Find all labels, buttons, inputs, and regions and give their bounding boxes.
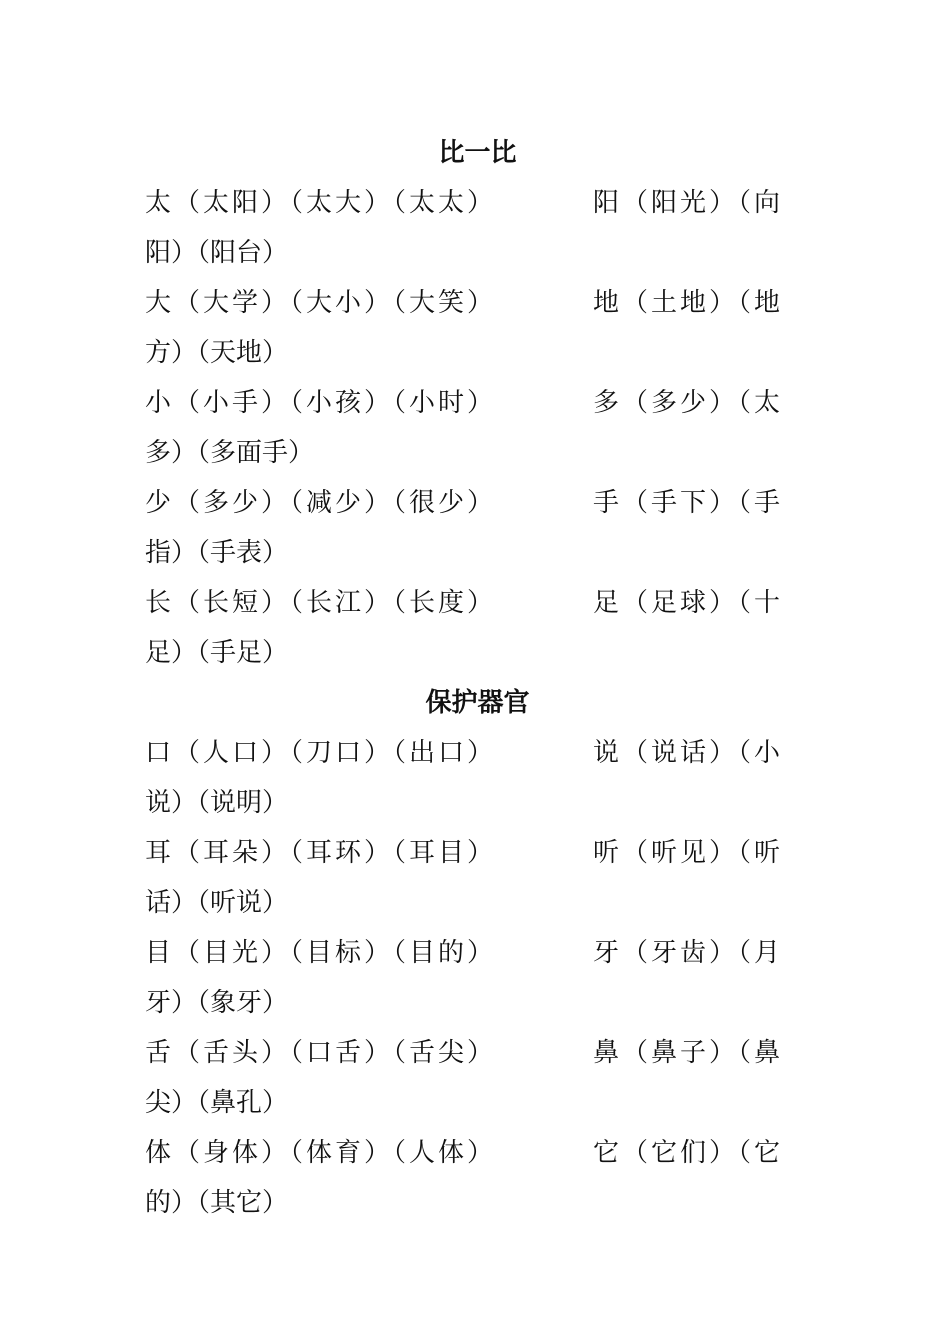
right-word-group: 多（多少）（太 bbox=[593, 388, 784, 418]
right-word-group: 牙（牙齿）（月 bbox=[593, 938, 784, 968]
word-entry bbox=[145, 178, 810, 278]
word-entry bbox=[145, 1028, 810, 1128]
section-title: 保护器官 bbox=[425, 688, 530, 718]
entry-line bbox=[145, 578, 810, 628]
word-entry bbox=[145, 828, 810, 928]
left-word-group: 大（大学）（大小）（大笑） bbox=[145, 288, 497, 318]
entry-line bbox=[145, 378, 810, 428]
word-entry bbox=[145, 278, 810, 378]
worksheet-content bbox=[145, 128, 810, 1228]
entry-line bbox=[145, 928, 810, 978]
left-word-group: 长（长短）（长江）（长度） bbox=[145, 588, 497, 618]
right-word-group: 足（足球）（十 bbox=[593, 588, 784, 618]
left-word-group: 舌（舌头）（口舌）（舌尖） bbox=[145, 1038, 497, 1068]
entry-line bbox=[145, 478, 810, 528]
entry-continuation: 指）（手表） bbox=[145, 538, 289, 568]
word-entry bbox=[145, 578, 810, 678]
word-entry bbox=[145, 1128, 810, 1228]
word-entry bbox=[145, 378, 810, 478]
right-word-group: 鼻（鼻子）（鼻 bbox=[593, 1038, 784, 1068]
right-word-group: 地（土地）（地 bbox=[593, 288, 784, 318]
word-entry bbox=[145, 928, 810, 1028]
right-word-group: 它（它们）（它 bbox=[593, 1138, 784, 1168]
left-word-group: 少（多少）（减少）（很少） bbox=[145, 488, 497, 518]
entry-line bbox=[145, 828, 810, 878]
left-word-group: 口（人口）（刀口）（出口） bbox=[145, 738, 497, 768]
entry-line bbox=[145, 1028, 810, 1078]
left-word-group: 太（太阳）（太大）（太太） bbox=[145, 188, 497, 218]
entry-continuation: 多）（多面手） bbox=[145, 438, 315, 468]
right-word-group: 阳（阳光）（向 bbox=[593, 188, 784, 218]
left-word-group: 目（目光）（目标）（目的） bbox=[145, 938, 497, 968]
right-word-group: 手（手下）（手 bbox=[593, 488, 784, 518]
entry-continuation: 话）（听说） bbox=[145, 888, 289, 918]
entry-continuation: 方）（天地） bbox=[145, 338, 289, 368]
left-word-group: 小（小手）（小孩）（小时） bbox=[145, 388, 497, 418]
right-word-group: 听（听见）（听 bbox=[593, 838, 784, 868]
entry-continuation: 说）（说明） bbox=[145, 788, 289, 818]
entry-line bbox=[145, 178, 810, 228]
word-entry bbox=[145, 478, 810, 578]
left-word-group: 耳（耳朵）（耳环）（耳目） bbox=[145, 838, 497, 868]
entry-line bbox=[145, 1128, 810, 1178]
section-title: 比一比 bbox=[438, 138, 517, 168]
entry-continuation: 足）（手足） bbox=[145, 638, 289, 668]
entry-line bbox=[145, 728, 810, 778]
word-entry bbox=[145, 728, 810, 828]
entry-continuation: 的）（其它） bbox=[145, 1188, 289, 1218]
right-word-group: 说（说话）（小 bbox=[593, 738, 784, 768]
left-word-group: 体（身体）（体育）（人体） bbox=[145, 1138, 497, 1168]
entry-continuation: 尖）（鼻孔） bbox=[145, 1088, 289, 1118]
entry-continuation: 牙）（象牙） bbox=[145, 988, 289, 1018]
entry-line bbox=[145, 278, 810, 328]
entry-continuation: 阳）（阳台） bbox=[145, 238, 289, 268]
